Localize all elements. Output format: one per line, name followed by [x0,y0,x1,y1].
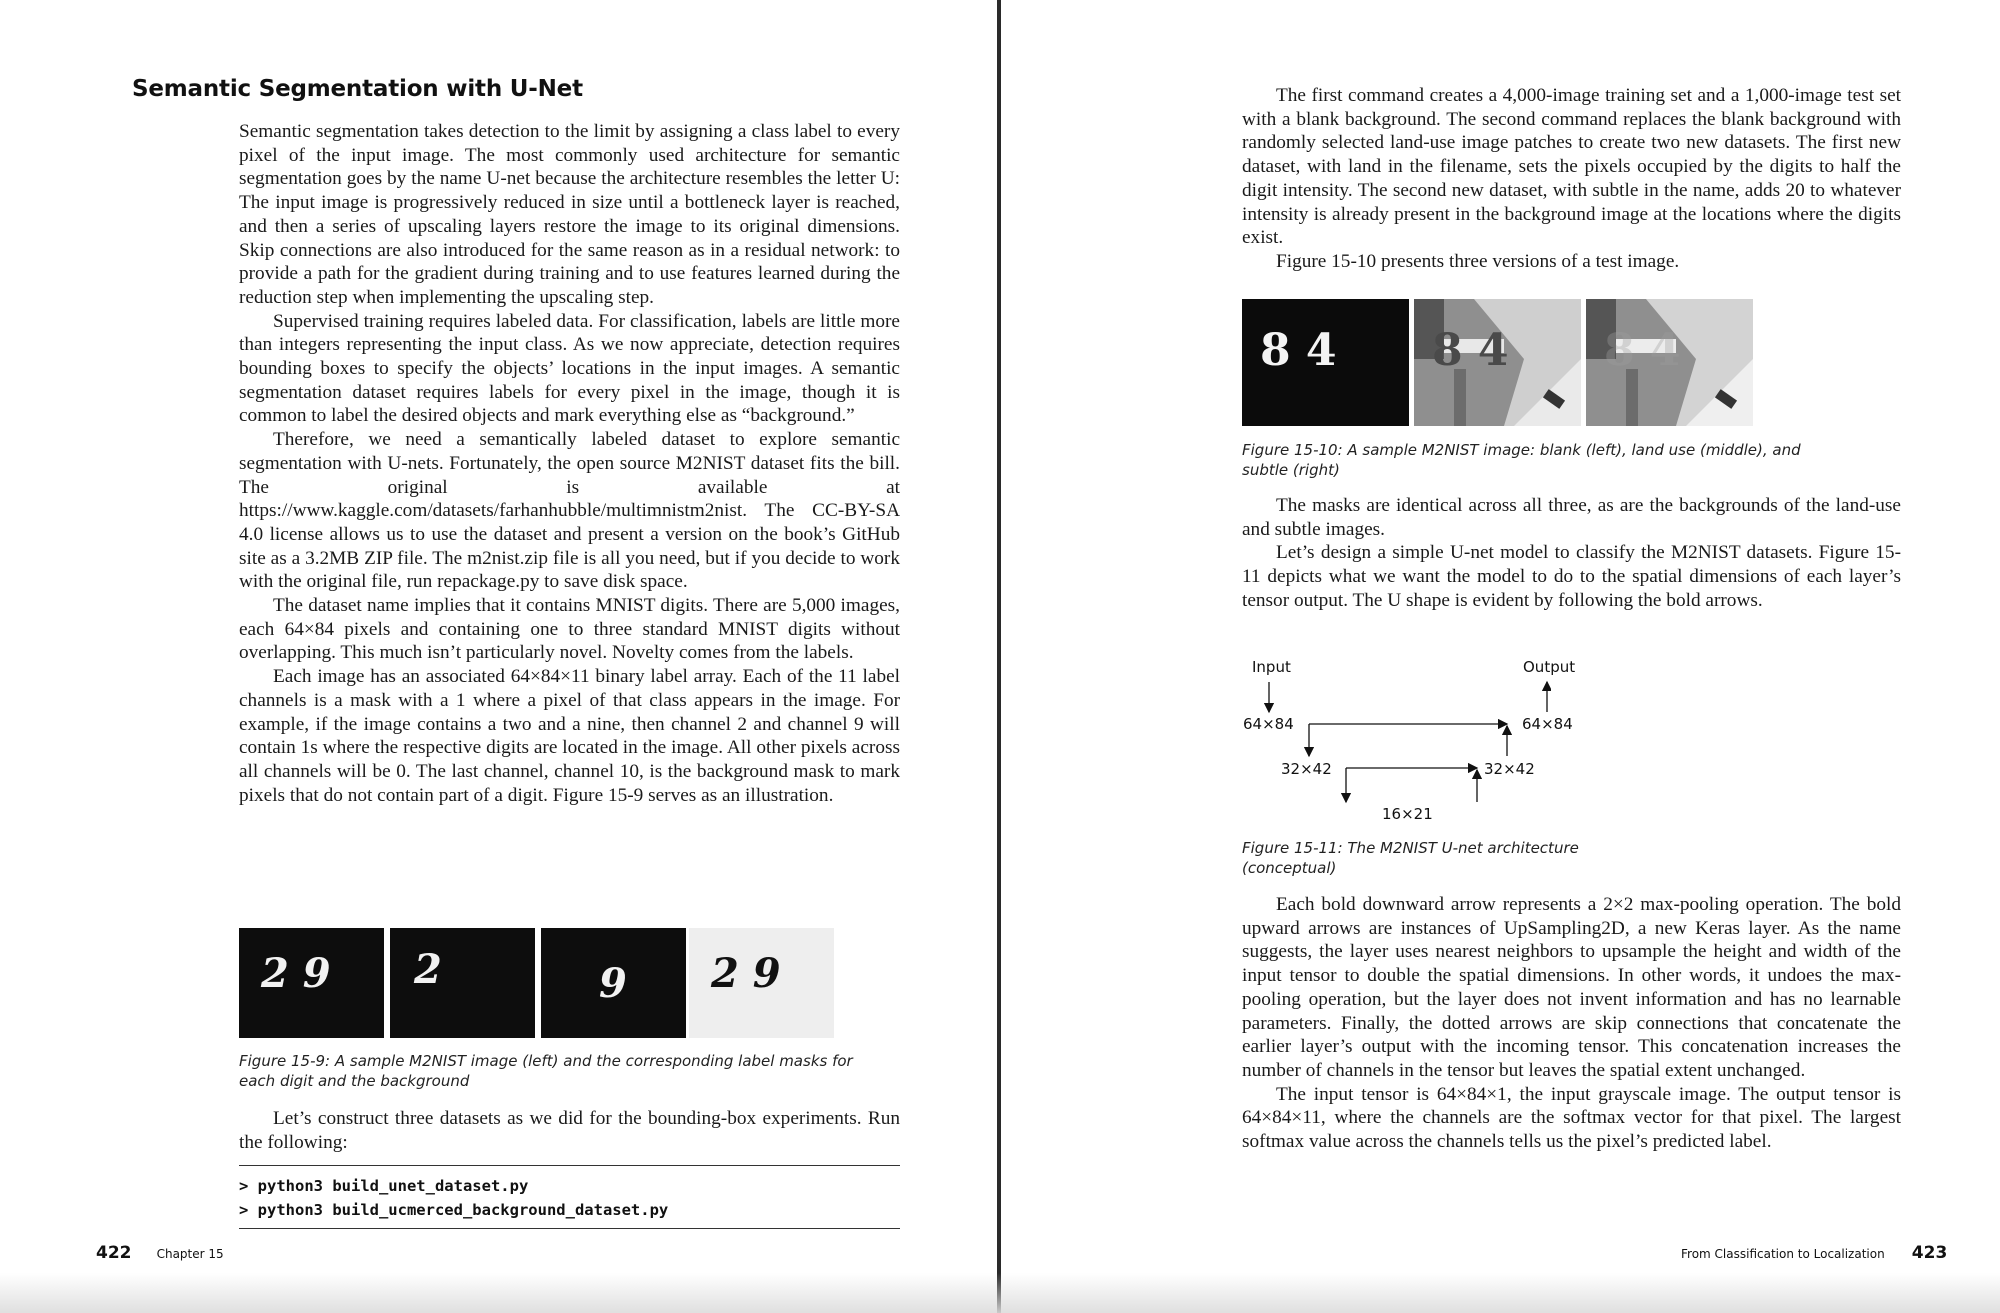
diagram-label-input: Input [1252,658,1291,676]
digit-glyph: 9 [599,960,627,1007]
figure-caption: Figure 15-9: A sample M2NIST image (left) and the corresponding label masks for each digit and the background [239,1052,853,1090]
diagram-label-bottom-16x21: 16×21 [1382,805,1433,823]
paragraph: Let’s construct three datasets as we did for the bounding-box experiments. Run the following: [239,1108,900,1153]
paragraph: The first command creates a 4,000-image training set and a 1,000-image test set with a blank background. The second command replaces the blank background with randomly selected land-use image patches to create two new datasets. The first new dataset, with land in the filename, sets the pixels occupied by the digits to half the digit intensity. The second new dataset, with subtle in the name, adds 20 to whatever intensity is already present in the background image at the locations where the digits exist. [1242,85,1901,249]
figure-image-land-use [1414,299,1581,426]
digit-glyph: 8 4 [1432,325,1509,376]
paragraph: Therefore, we need a semantically labeled dataset to explore semantic segmentation with U-nets. Fortunately, the open source M2NIST dataset fits the bill. The original is available at https://www.kaggle.com/datasets/farhanhubble/multimnistm2nist. The CC-BY-SA 4.0 license allows us to use the dataset and present a version on the book’s GitHub site as a 3.2MB ZIP file. The m2nist.zip file is all you need, but if you decide to work with the original file, run repackage.py to save disk space. [239,429,900,593]
paragraph: Each image has an associated 64×84×11 binary label array. Each of the 11 label channels is a mask with a 1 where a pixel of that class appears in the image. For example, if the image contains a two and a nine, then channel 2 and channel 9 will contain 1s where the respective digits are located in the image. All other pixels across all channels will be 0. The last channel, channel 10, is the background mask to mark pixels that do not contain part of a digit. Figure 15-9 serves as an illustration. [239,666,900,806]
paragraph: The masks are identical across all three, as are the backgrounds of the land-use and subtle images. [1242,495,1901,540]
figure-image-subtle [1586,299,1753,426]
figure-image-sample [239,928,384,1038]
figure-image-mask-2 [390,928,535,1038]
diagram-label-out-size: 64×84 [1522,715,1573,733]
diagram-label-output: Output [1523,658,1576,676]
paragraph: The dataset name implies that it contains MNIST digits. There are 5,000 images, each 64×84 pixels and containing one to three standard MNIST digits without overlapping. This much isn’t particularly novel. Novelty comes from the labels. [239,595,900,664]
paragraph [1242,893,1901,1083]
right-top-text [1242,84,1901,274]
right-page [1001,0,2000,1313]
figure-image-blank [1242,299,1409,426]
page-number: 422 [96,1243,132,1263]
figure-image-mask-background [689,928,834,1038]
digit-glyph: 8 4 [1260,325,1337,376]
paragraph: Let’s design a simple U-net model to classify the M2NIST datasets. Figure 15-11 depicts what we want the model to do to the spatial dimensions of each layer’s tensor output. The U shape is evident by following the bold arrows. [1242,542,1901,611]
left-body-text [239,120,900,807]
diagram-label-right-32x42: 32×42 [1484,760,1535,778]
running-head: Chapter 15 [156,1247,224,1261]
figure-image-mask-9 [541,928,686,1038]
code-line: > python3 build_ucmerced_background_dataset.py [239,1201,669,1219]
diagram-label-left-32x42: 32×42 [1281,760,1332,778]
figure-caption: Figure 15-10: A sample M2NIST image: blank (left), land use (middle), and subtle (right) [1242,441,1801,479]
paragraph: Semantic segmentation takes detection to the limit by assigning a class label to every pixel of the input image. The most commonly used architecture for semantic segmentation goes by the name U-net because the architecture resembles the letter U: The input image is progressively reduced in size until a bottleneck layer is reached, and then a series of upscaling layers restore the image to its original dimensions. Skip connections are also introduced for the same reason as in a residual network: to provide a path for the gradient during training and to use features learned during the reduction step when implementing the upscaling step. [239,121,900,308]
paragraph: Supervised training requires labeled data. For classification, labels are little more than integers representing the input class. As we now appreciate, detection requires bounding boxes to specify the objects’ locations in the input images. A semantic segmentation dataset requires labels for every pixel in the image, though it is common to label the desired objects and mark everything else as “background.” [239,310,900,427]
right-bottom-text [1242,893,1901,1154]
digit-glyph: 2 9 [711,950,781,997]
left-folio [96,1243,224,1263]
paragraph: The input tensor is 64×84×1, the input grayscale image. The output tensor is 64×84×11, where the channels are the softmax vector for that pixel. The largest softmax value across the channels tells us the pixel’s predicted label. [1242,1083,1901,1153]
right-mid-text [1242,494,1901,613]
paragraph: Figure 15-10 presents three versions of a test image. [1276,250,1680,272]
after-figure-text [239,1107,900,1154]
digit-glyph: 2 [414,946,442,993]
digit-glyph: 2 9 [261,950,331,997]
right-folio [1681,1243,1947,1263]
left-page [0,0,997,1313]
running-head: From Classification to Localization [1681,1247,1885,1261]
code-line: > python3 build_unet_dataset.py [239,1177,529,1195]
digit-glyph: 8 4 [1604,325,1681,376]
section-title: Semantic Segmentation with U-Net [132,76,583,102]
figure-caption: Figure 15-11: The M2NIST U-net architecture (conceptual) [1242,839,1579,877]
page-number: 423 [1911,1243,1948,1263]
code-block [239,1165,900,1229]
paragraph-part: Each bold downward arrow represents a 2×2 max-pooling operation. The bold upward arrows are instances of UpSampling2D, a new Keras layer. As the name suggests, the layer uses nearest neighbors to upsample the height and width of the input tensor to double the spatial dimensions. In other words, it undoes the max-pooling operation, but the layer does not invent information and has no learnable parameters. Finally, the dotted arrows are skip connections that concatenate the earlier layer’s output with the incoming tensor. This concatenation increases the number of channels in the tensor but leaves the spatial extent unchanged. [1242,894,1901,1081]
diagram-label-in-size: 64×84 [1243,715,1294,733]
